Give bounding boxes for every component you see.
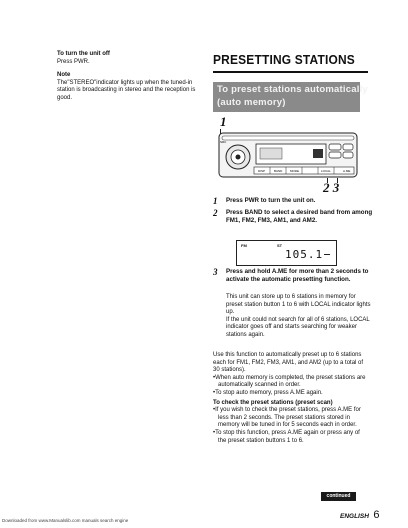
step-1-number: 1 <box>213 196 218 206</box>
note-text: The"STEREO"indicator lights up when the tuned-in station is broadcasting in stereo and the reception is good. <box>57 79 196 101</box>
step-3-text: Press and hold A.ME for more than 2 seconds to activate the automatic presetting function. <box>226 268 369 283</box>
continued-badge: continued <box>321 492 356 501</box>
device-label-local: LOCAL <box>321 169 331 173</box>
note-heading: Note <box>57 72 71 79</box>
body-bullet-1: •When auto memory is completed, the preset stations are automatically scanned in order. <box>213 374 366 389</box>
left-column <box>57 51 207 103</box>
lcd-dash <box>324 254 330 255</box>
lcd-frequency-readout: 105.1 <box>285 248 324 261</box>
title-rule <box>213 71 368 73</box>
subtitle-line-1: To preset stations automatically <box>217 84 368 95</box>
step-2-text: Press BAND to select a desired band from among FM1, FM2, FM3, AM1, and AM2. <box>226 209 373 224</box>
step-1-text: Press PWR to turn the unit on. <box>226 197 316 204</box>
device-label-ame: A.ME <box>343 169 351 173</box>
subtitle-line-2: (auto memory) <box>217 97 286 108</box>
subtitle-banner <box>213 82 368 112</box>
check-bullet-2: •To stop this function, press A.ME again or press any of the preset station buttons 1 to 6. <box>213 429 360 444</box>
page-footer <box>340 505 379 523</box>
device-label-src: SRC <box>220 140 227 144</box>
check-bullet-1: •If you wish to check the preset stations, press A.ME for less than 2 seconds. The preset stations stored in memory will be tuned in for 5 seconds each in order. <box>213 407 361 429</box>
device-label-mode: MODE <box>290 169 299 173</box>
device-label-band: BAND <box>274 169 283 173</box>
download-note[interactable]: Downloaded from www.Manualslib.com manuals search engine <box>2 518 129 523</box>
step-2-number: 2 <box>213 208 218 218</box>
step-3-detail-2: If the unit could not search for all of 6 stations, LOCAL indicator goes off and starts searching for weaker stations again. <box>226 316 370 338</box>
device-label-disp: DISP <box>258 169 266 173</box>
step-3-number: 3 <box>213 267 218 277</box>
body-intro: Use this function to automatically preset up to 6 stations each for FM1, FM2, FM3, AM1, and AM2 (up to a total of 30 stations). <box>213 352 364 374</box>
footer-language: ENGLISH <box>340 513 369 520</box>
check-heading: To check the preset stations (preset scan) <box>213 399 333 406</box>
body-bullet-2: •To stop auto memory, press A.ME again. <box>213 389 323 396</box>
body-block <box>213 352 369 445</box>
lcd-display <box>236 240 337 266</box>
figure-label-top: 1 <box>220 114 227 129</box>
car-stereo-illustration <box>218 132 358 178</box>
page-number: 6 <box>373 509 380 521</box>
step-3-detail <box>226 294 372 340</box>
lcd-indicator-st: ST <box>277 243 283 248</box>
section-title: PRESETTING STATIONS <box>213 52 355 67</box>
figure-label-bottom: 2 3 <box>323 180 340 195</box>
turn-off-text: Press PWR. <box>57 58 90 65</box>
step-3-detail-1: This unit can store up to 6 stations in memory for preset station button 1 to 6 with LOCAL indicator lights up. <box>226 294 371 316</box>
lcd-indicator-fm: FM <box>241 243 247 248</box>
turn-off-heading: To turn the unit off <box>57 51 110 57</box>
